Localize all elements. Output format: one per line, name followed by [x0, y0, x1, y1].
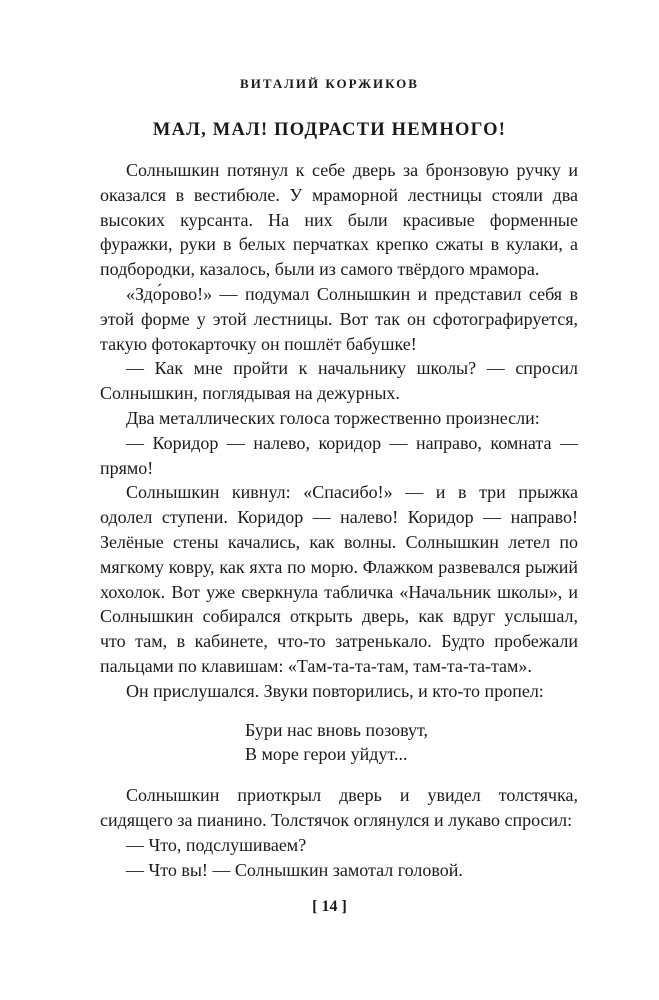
paragraph: Он прислушался. Звуки повторились, и кто-то пропел: — [126, 680, 544, 701]
running-head-author: ВИТАЛИЙ КОРЖИКОВ — [240, 76, 419, 91]
paragraph: — Коридор — налево, коридор — направо, комната — прямо! — [100, 432, 578, 478]
paragraph: — Что, подслушиваем? — [126, 834, 307, 855]
body-text — [100, 158, 578, 882]
verse-line: В море герои уйдут... — [245, 744, 408, 765]
paragraph: Солнышкин потянул к себе дверь за бронзовую ручку и оказался в вестибюле. У мраморной лестницы стояли два высоких курсанта. На них были красивые форменные фуражки, руки в белых перчатках крепко сжаты в кулаки, а подбородки, казалось, были из самого твёрдого мрамора. — [100, 160, 578, 280]
paragraph: — Что вы! — Солнышкин замотал головой. — [126, 859, 463, 880]
paragraph: — Как мне пройти к начальнику школы? — спросил Солнышкин, поглядывая на дежурных. — [100, 358, 578, 404]
paragraph: Два металлических голоса торжественно произнесли: — [126, 407, 540, 428]
chapter-title: МАЛ, МАЛ! ПОДРАСТИ НЕМНОГО! — [152, 120, 507, 140]
song-verse — [100, 718, 578, 768]
paragraph: Солнышкин кивнул: «Спасибо!» — и в три прыжка одолел ступени. Коридор — налево! Коридор — направо! Зелёные стены качались, как волны. Солнышкин летел по мягкому ковру, как яхта по морю. Флажком развевался рыжий хохолок. Вот уже сверкнула табличка «Начальник школы», и Солнышкин собирался открыть дверь, как вдруг услышал, что там, в кабинете, что-то затренькало. Будто пробежали пальцами по клавишам: «Там-та-та-там, там-та-та-там». — [100, 482, 578, 676]
paragraph: «Здо́рово!» — подумал Солнышкин и представил себя в этой форме у этой лестницы. Вот так он сфотографируется, такую фотокарточку он пошлёт бабушке! — [100, 283, 578, 354]
verse-line: Бури нас вновь позовут, — [245, 719, 429, 740]
page-number: [ 14 ] — [312, 898, 347, 915]
paragraph: Солнышкин приоткрыл дверь и увидел толстячка, сидящего за пианино. Толстячок оглянулся и лукаво спросил: — [100, 785, 578, 830]
